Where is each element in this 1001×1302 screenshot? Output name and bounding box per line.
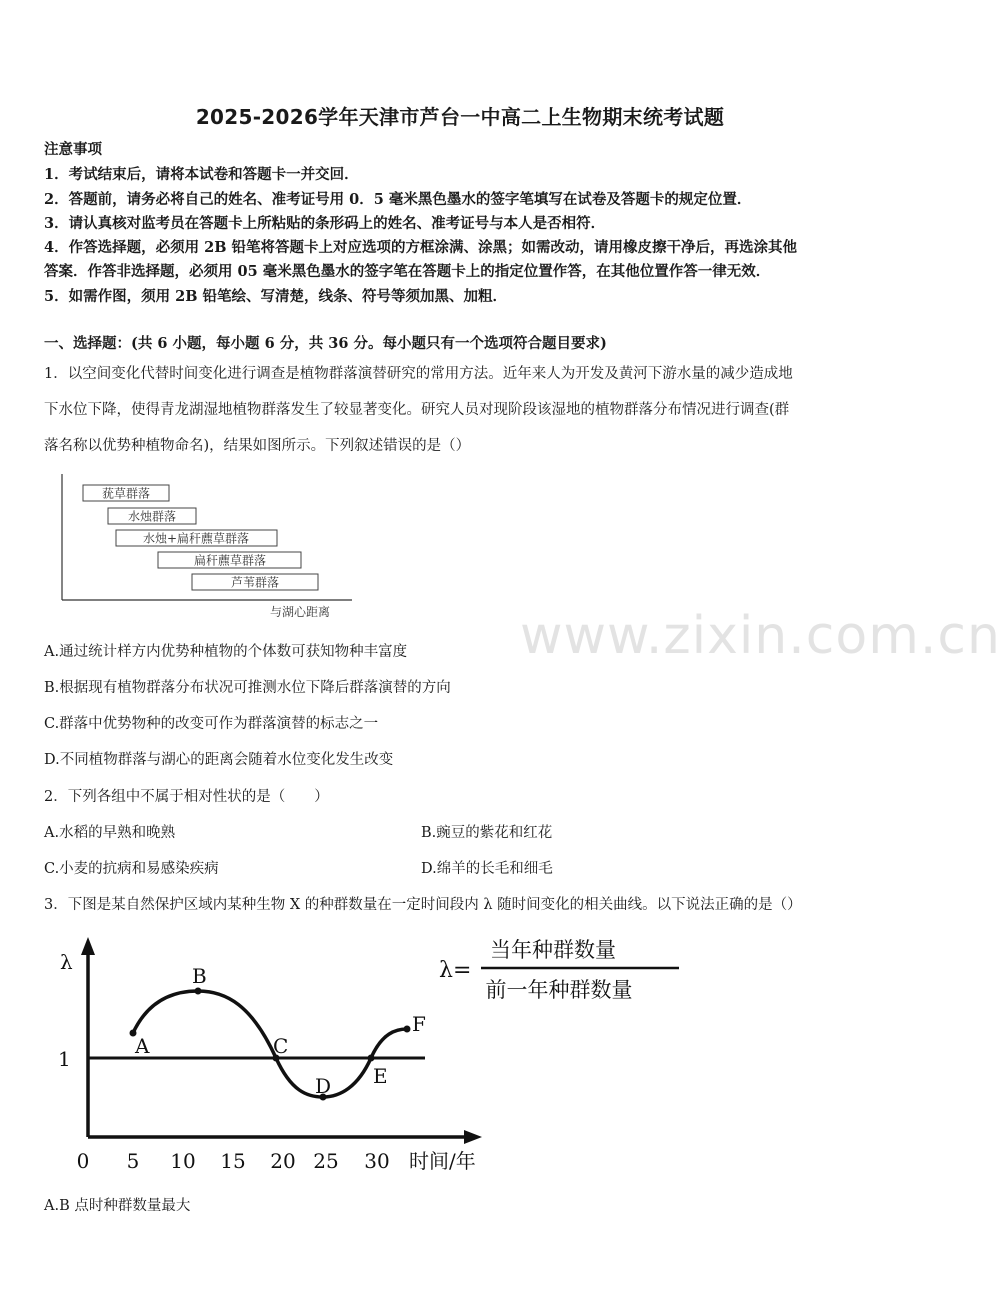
q3-label-f: F xyxy=(412,1012,426,1036)
q3-label-a: A xyxy=(135,1034,150,1058)
q3-point-e xyxy=(368,1055,375,1062)
q1-option-b[interactable]: B.根据现有植物群落分布状况可推测水位下降后群落演替的方向 xyxy=(44,680,451,696)
q1-option-c[interactable]: C.群落中优势物种的改变可作为群落演替的标志之一 xyxy=(44,716,379,732)
q3-xtick: 30 xyxy=(364,1149,390,1173)
q3-one-label: 1 xyxy=(58,1047,71,1071)
q1-stem-line: 下水位下降，使得青龙湖湿地植物群落发生了较显著变化。研究人员对现阶段该湿地的植物群落分布情况进行调查(群 xyxy=(44,402,790,418)
q1-box-5-label: 芦苇群落 xyxy=(230,575,280,590)
q3-label-c: C xyxy=(273,1034,289,1058)
q3-xtick: 15 xyxy=(220,1149,246,1173)
q3-xtick: 20 xyxy=(270,1149,296,1173)
notice-heading: 注意事项 xyxy=(44,141,102,158)
q2-option-b[interactable]: B.豌豆的紫花和红花 xyxy=(421,825,553,841)
q3-xtick: 25 xyxy=(313,1149,339,1173)
notice-item: 2．答题前，请务必将自己的姓名、准考证号用 0．5 毫米黑色墨水的签字笔填写在试卷及答题卡的规定位置． xyxy=(44,191,752,208)
q3-point-f xyxy=(404,1026,411,1033)
q2-option-c[interactable]: C.小麦的抗病和易感染疾病 xyxy=(44,861,219,877)
q1-box-4-label: 扁秆藨草群落 xyxy=(193,553,267,568)
q1-option-a[interactable]: A.通过统计样方内优势种植物的个体数可获知物种丰富度 xyxy=(44,644,408,660)
q3-xtick: 0 xyxy=(76,1149,90,1173)
q3-xtick: 5 xyxy=(126,1149,140,1173)
q1-box-3-label: 水烛+扁秆藨草群落 xyxy=(142,531,250,546)
q3-label-d: D xyxy=(315,1074,332,1098)
q3-label-e: E xyxy=(373,1064,388,1088)
notice-item: 1．考试结束后，请将本试卷和答题卡一并交回． xyxy=(44,166,359,183)
q2-option-a[interactable]: A.水稻的早熟和晚熟 xyxy=(44,825,176,841)
notice-item: 3．请认真核对监考员在答题卡上所粘贴的条形码上的姓名、准考证号与本人是否相符． xyxy=(44,215,606,232)
q1-box-2-label: 水烛群落 xyxy=(127,509,177,524)
section-heading: 一、选择题：(共 6 小题，每小题 6 分，共 36 分。每小题只有一个选项符合题目要求) xyxy=(44,335,607,352)
q3-x-arrow-icon xyxy=(464,1130,482,1144)
q3-lambda-curve xyxy=(133,991,407,1097)
q1-x-label: 与湖心距离 xyxy=(269,605,331,619)
notice-item: 5．如需作图，须用 2B 铅笔绘、写清楚，线条、符号等须加黑、加粗． xyxy=(44,288,508,305)
q3-formula-denominator: 前一年种群数量 xyxy=(485,978,633,1002)
q3-option-a[interactable]: A.B 点时种群数量最大 xyxy=(44,1198,191,1214)
q2-option-d[interactable]: D.绵羊的长毛和细毛 xyxy=(421,861,553,877)
q3-lambda-formula xyxy=(435,930,685,1010)
q1-box-1-label: 莸草群落 xyxy=(101,486,151,501)
q1-stem-line: 1．以空间变化代替时间变化进行调查是植物群落演替研究的常用方法。近年来人为开发及黄河下游水量的减少造成地 xyxy=(44,366,793,382)
q3-label-b: B xyxy=(192,964,207,988)
q2-stem: 2．下列各组中不属于相对性状的是（ ） xyxy=(44,789,329,805)
q3-stem: 3．下图是某自然保护区域内某种生物 X 的种群数量在一定时间段内 λ 随时间变化的相关曲线。以下说法正确的是（） xyxy=(44,897,802,913)
notice-item: 4．作答选择题，必须用 2B 铅笔将答题卡上对应选项的方框涂满、涂黑；如需改动，请用橡皮擦干净后，再选涂其他 xyxy=(44,239,798,256)
q3-lambda-graph xyxy=(40,925,500,1180)
q3-xtick: 10 xyxy=(170,1149,196,1173)
q1-community-figure xyxy=(50,470,360,620)
q3-x-label: 时间/年 xyxy=(409,1149,476,1173)
watermark: www.zixin.com.cn xyxy=(520,606,1001,666)
q1-stem-line: 落名称以优势种植物命名)，结果如图所示。下列叙述错误的是（） xyxy=(44,438,471,454)
q1-option-d[interactable]: D.不同植物群落与湖心的距离会随着水位变化发生改变 xyxy=(44,752,394,768)
q3-point-b xyxy=(195,988,202,995)
notice-item: 答案．作答非选择题，必须用 05 毫米黑色墨水的签字笔在答题卡上的指定位置作答，在其他位置作答一律无效． xyxy=(44,263,771,280)
page-title: 2025-2026学年天津市芦台一中高二上生物期末统考试题 xyxy=(195,105,725,129)
q3-y-arrow-icon xyxy=(81,937,95,955)
q3-formula-numerator: 当年种群数量 xyxy=(490,938,616,962)
q3-formula-lhs: λ= xyxy=(439,958,472,983)
q3-y-label: λ xyxy=(60,950,73,974)
